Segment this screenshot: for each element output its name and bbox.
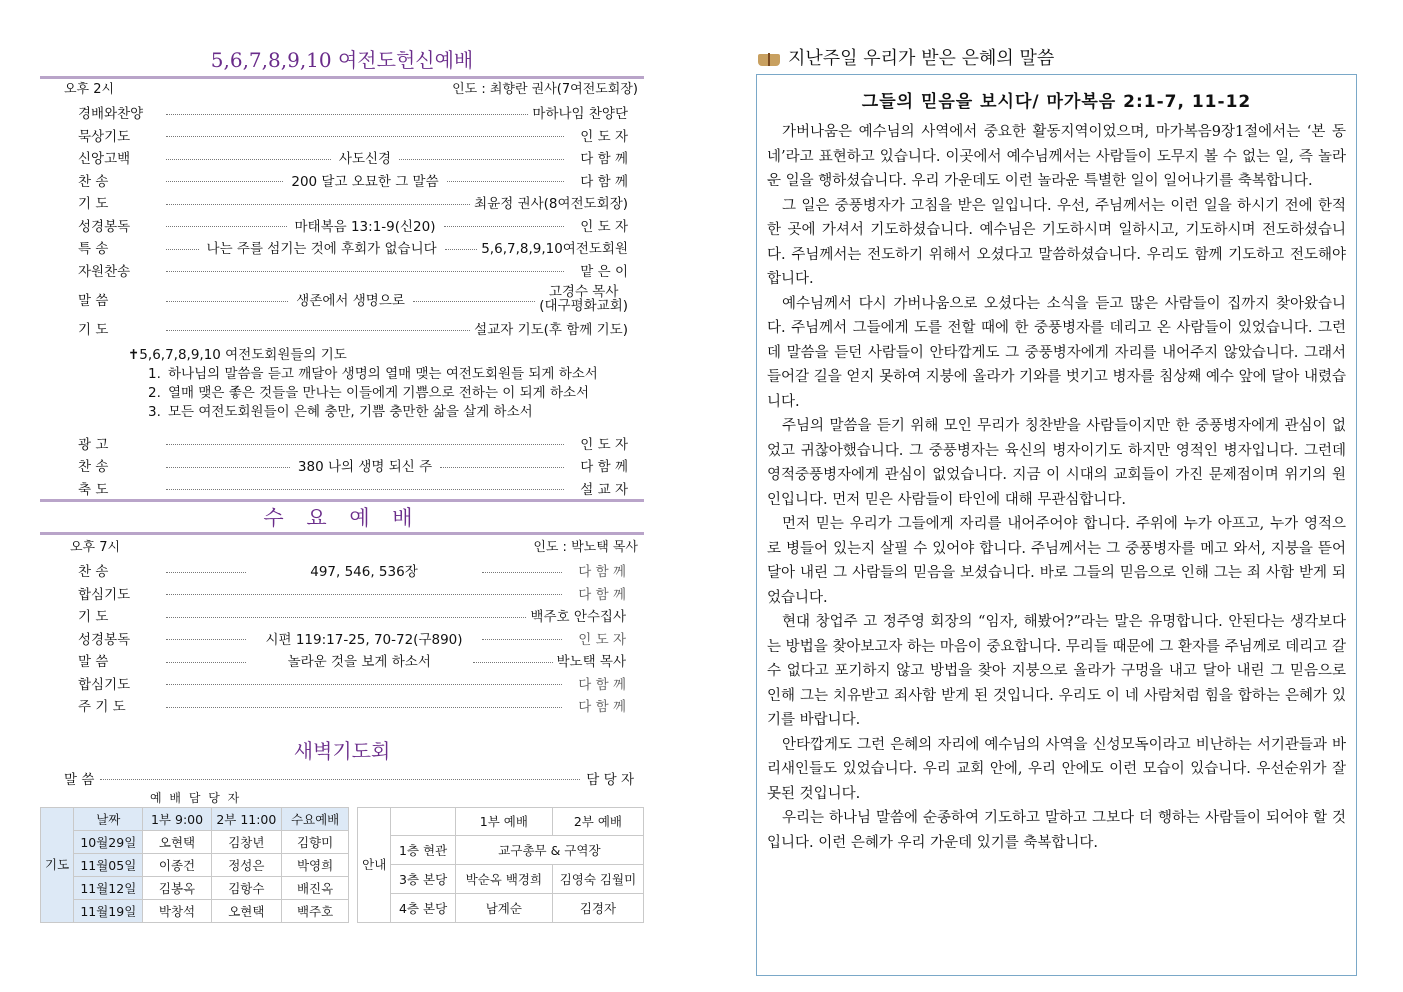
prayer-duty-table: 기도 날짜 1부 9:00 2부 11:00 수요예배 10월29일 오현택 김창년 김향미 11월05일 이종건 정성은 박영희 11월12일 김봉옥 김항수 배진옥 11월19일 박창석 오현택 백주호 <box>40 807 349 923</box>
preacher-name: 고경수 목사 <box>548 284 619 300</box>
order-row: 합심기도 다 함 께 <box>78 676 626 693</box>
order-row: 성경봉독 시편 119:17-25, 70-72(구890) 인 도 자 <box>78 631 626 648</box>
order-row: 말 씀 놀라운 것을 보게 하소서 박노택 목사 <box>78 654 626 671</box>
table-row: 1층 현관 교구총무 & 구역장 <box>358 836 644 865</box>
table2-side: 안내 <box>358 807 391 922</box>
sermon-title: 그들의 믿음을 보시다/ 마가복음 2:1-7, 11-12 <box>861 92 1252 112</box>
service1-header <box>40 79 644 101</box>
sermon-paragraph: 가버나움은 예수님의 사역에서 중요한 활동지역이었으며, 마가복음9장1절에서는 ‘본 동네’라고 표현하고 있습니다. 이곳에서 예수님께서는 사람들이 도무지 볼 수 없는 일, 즉 놀라운 일을 행하셨습니다. 우리 가운데도 이런 놀라운 특별한 일이 일어나기를 축복합니다. <box>767 124 1346 189</box>
sermon-paragraph: 주님의 말씀을 듣기 위해 모인 무리가 칭찬받을 사람들이지만 한 중풍병자에게 관심이 없었고 귀찮아했습니다. 그 중풍병자는 육신의 병자이기도 하지만 영적인 병자입니다. 그런데 영적중풍병자에게 관심이 없었습니다. 지금 이 시대의 교회들이 가진 문제점이며 위기의 원인입니다. 먼저 믿은 사람들이 타인에 대해 무관심합니다. <box>767 418 1346 508</box>
table-row: 10월29일 오현택 김창년 김향미 <box>41 830 349 853</box>
service1-order <box>40 101 644 340</box>
order-row: 찬 송 380 나의 생명 되신 주 다 함 께 <box>78 459 629 476</box>
order-row: 신앙고백 사도신경 다 함 께 <box>78 151 629 168</box>
order-row: 성경봉독 마태복음 13:1-9(신20) 인 도 자 <box>78 218 629 235</box>
duty-tables <box>40 807 644 923</box>
right-page <box>756 44 1357 976</box>
sermon-paragraph: 그 일은 중풍병자가 고침을 받은 일입니다. 우선, 주님께서는 이런 일을 하시기 전에 한적한 곳에 가셔서 기도하셨습니다. 예수님은 기도하시며 일하시고, 기도하시며 전도하셨습니다. 주님께서는 전도하기 위해서 오셨다고 말씀하셨습니다. 우리도 함께 기도하고 전도해야 합니다. <box>767 197 1346 287</box>
usher-duty-table: 안내 1부 예배 2부 예배 1층 현관 교구총무 & 구역장 3층 본당 박순옥 백경희 김영숙 김월미 4층 본당 남계순 김경자 <box>357 807 644 923</box>
dawn-row: 말 씀 담 당 자 <box>64 771 634 788</box>
order-row: 광 고 인 도 자 <box>78 436 628 453</box>
service1-leader: 인도 : 최향란 권사(7여전도회장) <box>452 82 638 97</box>
sermon-paragraph: 먼저 믿는 우리가 그들에게 자리를 내어주어야 합니다. 주위에 누가 아프고, 누가 영적으로 병들어 있는지 살필 수 있어야 합니다. 주님께서는 그 중풍병자를 메고 와서, 지붕을 뜯어 달아 내린 그 사람들의 믿음을 보셨습니다. 바로 그들의 믿음으로 인해 그는 죄 사함 받게 되었습니다. <box>767 516 1346 606</box>
table-row: 4층 본당 남계순 김경자 <box>358 893 644 922</box>
prayer-item: 1. 하나님의 말씀을 듣고 깨달아 생명의 열매 맺는 여전도회원들 되게 하소서 <box>148 365 598 382</box>
book-icon <box>756 50 782 68</box>
order-row: 경배와찬양 마하나임 찬양단 <box>78 106 628 123</box>
order-row: 특 송 나는 주를 섬기는 것에 후회가 없습니다 5,6,7,8,9,10여전도회원 <box>78 241 629 258</box>
table-row: 3층 본당 박순옥 백경희 김영숙 김월미 <box>358 865 644 894</box>
dawn-title: 새벽기도회 <box>293 738 391 763</box>
order-row: 기 도 백주호 안수집사 <box>78 609 626 626</box>
order-row: 합심기도 다 함 께 <box>78 586 626 603</box>
service2-title: 수 요 예 배 <box>263 506 421 530</box>
service1-title: 5,6,7,8,9,10 여전도헌신예배 <box>210 48 474 72</box>
title-rule <box>40 532 644 535</box>
table-row: 11월05일 이종건 정성은 박영희 <box>41 853 349 876</box>
sermon-paragraph: 우리는 하나님 말씀에 순종하여 기도하고 말하고 그보다 더 행하는 사람들이 되어야 할 것입니다. 이런 은혜가 우리 가운데 있기를 축복합니다. <box>767 810 1346 851</box>
order-row: 축 도 설 교 자 <box>78 481 628 498</box>
service2-time: 오후 7시 <box>70 540 121 555</box>
order-row: 찬 송 497, 546, 536장 다 함 께 <box>78 564 626 581</box>
prayer-list <box>40 346 644 422</box>
service2-header <box>40 537 644 559</box>
order-row: 기 도 최윤정 권사(8여전도회장) <box>78 196 628 213</box>
order-row: 자원찬송 맡 은 이 <box>78 263 628 280</box>
prayer-title: ✝5,6,7,8,9,10 여전도회원들의 기도 <box>128 346 347 363</box>
sermon-row: 말 씀 생존에서 생명으로 고경수 목사 (대구평화교회) <box>78 284 628 314</box>
service2-leader: 인도 : 박노택 목사 <box>533 540 638 555</box>
left-page <box>40 44 644 923</box>
order-row: 묵상기도 인 도 자 <box>78 128 628 145</box>
sermon-paragraph: 현대 창업주 고 정주영 회장의 “임자, 해봤어?”라는 말은 유명합니다. 안된다는 생각보다는 방법을 찾아보고자 하는 마음이 중요합니다. 무리들 때문에 그 환자를 주님께로 데리고 갈 수 없다고 포기하지 않고 방법을 찾아 지붕으로 올라가 구멍을 내고 달아 내린 그 믿음으로 인해 그는 치유받고 죄사함 받게 된 것입니다. 우리도 이 네 사람처럼 힘을 합하는 은혜가 있기를 바랍니다. <box>767 614 1346 728</box>
section-rule <box>40 499 644 502</box>
table-row: 11월19일 박창석 오현택 백주호 <box>41 899 349 922</box>
order-row: 기 도 설교자 기도(후 함께 기도) <box>78 322 628 339</box>
order-row: 찬 송 200 달고 오묘한 그 말씀 다 함 께 <box>78 173 629 190</box>
service1-order-end <box>40 432 644 500</box>
order-row: 주 기 도 다 함 께 <box>78 699 626 716</box>
duty-caption: 예 배 담 당 자 <box>150 790 242 805</box>
right-heading: 지난주일 우리가 받은 은혜의 말씀 <box>756 44 1357 74</box>
sermon-paragraph: 안타깝게도 그런 은혜의 자리에 예수님의 사역을 신성모독이라고 비난하는 서기관들과 바리새인들도 있었습니다. 우리 교회 안에, 우리 안에도 이런 모습이 있습니다. 우선순위가 잘못된 것입니다. <box>767 736 1346 802</box>
table-row: 11월12일 김봉옥 김항수 배진옥 <box>41 876 349 899</box>
table1-side: 기도 <box>41 807 74 922</box>
sermon-box <box>756 74 1357 976</box>
service1-time: 오후 2시 <box>64 82 115 97</box>
prayer-item: 2. 열매 맺은 좋은 것들을 만나는 이들에게 기쁨으로 전하는 이 되게 하소서 <box>148 384 590 401</box>
sermon-paragraph: 예수님께서 다시 가버나움으로 오셨다는 소식을 듣고 많은 사람들이 집까지 찾아왔습니다. 주님께서 그들에게 도를 전할 때에 한 중풍병자를 데리고 온 사람들이 있었습니다. 그런데 말씀을 듣던 사람들이 안타깝게도 그 중풍병자에게 자리를 내어주지 않았습니다. 그래서 들어갈 길을 얻지 못하여 지붕에 올라가 기와를 벗기고 병자를 침상째 예수 앞에 달아 내렸습니다. <box>767 295 1346 410</box>
preacher-church: (대구평화교회) <box>539 298 628 314</box>
service2-order <box>40 559 644 717</box>
prayer-item: 3. 모든 여전도회원들이 은혜 충만, 기쁨 충만한 삶을 살게 하소서 <box>148 403 533 420</box>
